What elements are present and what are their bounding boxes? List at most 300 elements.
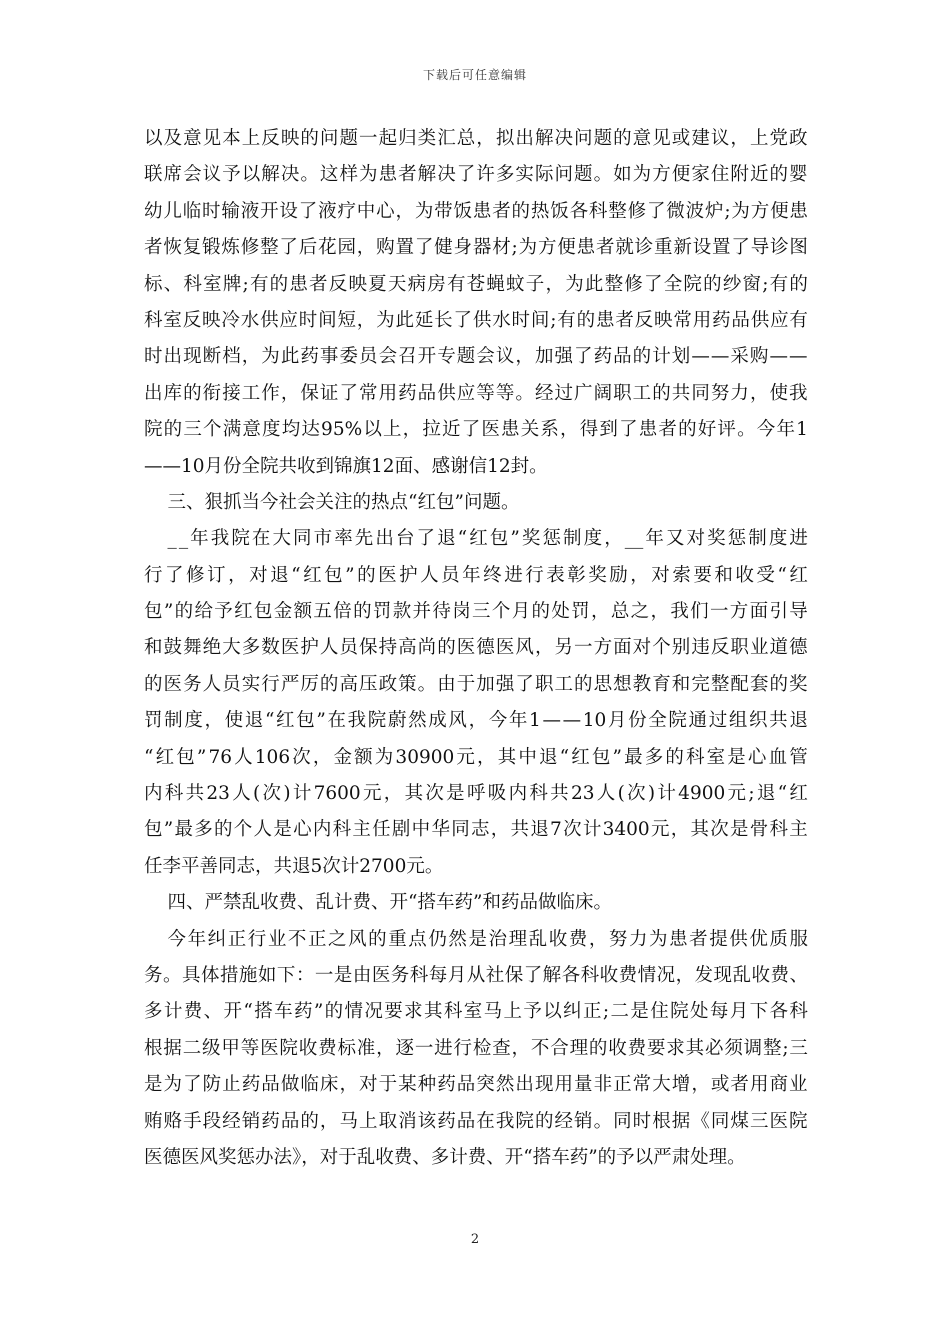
glyph: 多 (495, 164, 515, 186)
glyph: 共 (671, 382, 691, 404)
glyph: 室 (706, 746, 726, 768)
glyph: ， (675, 964, 695, 986)
glyph: 医 (163, 673, 183, 695)
glyph: 器 (472, 237, 492, 259)
glyph: 窗 (742, 273, 762, 295)
glyph: 款 (392, 601, 412, 623)
glyph: 供 (260, 309, 279, 331)
glyph: 然 (408, 710, 427, 732)
glyph: 包 (253, 601, 273, 623)
glyph: 主 (352, 819, 371, 841)
glyph: — (769, 346, 788, 368)
glyph: 席 (163, 164, 183, 186)
glyph: 职 (613, 382, 632, 404)
glyph: 的 (144, 673, 163, 695)
glyph: 我 (789, 382, 808, 404)
glyph: 种 (417, 1074, 437, 1096)
glyph: 图 (789, 237, 808, 259)
glyph: 出 (375, 528, 394, 550)
glyph: 血 (768, 746, 788, 768)
glyph: 要 (384, 1001, 403, 1023)
glyph: 志 (470, 819, 490, 841)
glyph: 质 (769, 928, 788, 950)
glyph: 1 (796, 419, 808, 441)
glyph: 微 (666, 200, 685, 222)
glyph: 大 (222, 637, 241, 659)
glyph: 见 (202, 128, 222, 149)
glyph: ; (782, 1037, 789, 1059)
glyph: 应 (279, 309, 298, 331)
glyph: 罚 (372, 601, 392, 623)
glyph: 台 (395, 528, 415, 550)
glyph: 了 (298, 200, 318, 222)
glyph: 题 (456, 346, 476, 368)
glyph: 的 (163, 419, 183, 441)
glyph: 思 (593, 673, 613, 695)
glyph: 励 (609, 564, 628, 586)
text-line (144, 849, 808, 885)
glyph: 医 (371, 964, 391, 986)
glyph: 蚊 (506, 273, 525, 295)
glyph: ” (196, 746, 207, 768)
glyph: 有 (446, 273, 466, 295)
glyph: 予 (523, 1001, 542, 1023)
glyph: 药 (712, 309, 731, 331)
glyph: 各 (561, 964, 581, 986)
glyph: 。 (593, 164, 613, 186)
glyph: 风 (515, 637, 534, 659)
text-line (144, 740, 808, 776)
glyph: 方 (537, 237, 557, 259)
glyph: 者 (658, 419, 677, 441)
glyph: 中 (518, 746, 537, 768)
glyph: 是 (144, 1074, 163, 1096)
glyph: 行 (261, 673, 280, 695)
glyph: 中 (411, 819, 431, 841)
glyph: 苍 (466, 273, 486, 295)
glyph: 的 (357, 564, 376, 586)
glyph: 风 (348, 928, 367, 950)
glyph: 包 (489, 528, 509, 550)
glyph: 炉 (704, 200, 724, 222)
glyph: 计 (652, 346, 671, 368)
glyph: 强 (554, 346, 573, 368)
glyph: 退 (244, 710, 264, 732)
glyph: 的 (319, 673, 339, 695)
text-line-content: 医德医风奖惩办法》，对于乱收费、多计费、开“搭车药”的予以严肃处理。 (144, 1146, 746, 1168)
glyph: 为 (359, 164, 378, 186)
glyph: 管 (789, 746, 808, 768)
glyph: 解 (261, 164, 280, 186)
glyph: 五 (313, 601, 332, 623)
glyph: 了 (183, 1074, 202, 1096)
glyph: 度 (184, 710, 203, 732)
glyph: 引 (769, 601, 788, 623)
glyph: 彰 (567, 564, 586, 586)
glyph: 又 (665, 528, 685, 550)
glyph: 合 (550, 1037, 569, 1059)
text-line (144, 667, 808, 703)
glyph: 者 (492, 200, 511, 222)
glyph: 开 (260, 200, 279, 222)
glyph: 的 (576, 309, 596, 331)
glyph: 高 (339, 673, 358, 695)
glyph: 为 (731, 200, 750, 222)
glyph: 决 (437, 164, 456, 186)
glyph: 出 (515, 1074, 534, 1096)
glyph: 于 (456, 673, 476, 695)
glyph: 患 (638, 419, 658, 441)
glyph: 点 (408, 928, 427, 950)
glyph: 惩 (727, 528, 747, 550)
glyph: 诊 (634, 237, 654, 259)
glyph: 科 (588, 200, 608, 222)
glyph: 进 (434, 1037, 453, 1059)
glyph: 人 (253, 819, 273, 841)
glyph: 况 (364, 1001, 383, 1023)
glyph: ， (241, 346, 261, 368)
glyph: 这 (319, 164, 339, 186)
text-line-content: 四、严禁乱收费、乱计费、开“搭车药”和药品做临床。 (144, 892, 612, 914)
glyph: 赂 (163, 1110, 183, 1132)
glyph: 诊 (770, 237, 789, 259)
glyph: 元 (362, 783, 382, 805)
glyph: 元 (650, 819, 670, 841)
glyph: 液 (318, 200, 337, 222)
glyph: 对 (359, 1074, 378, 1096)
glyph: ， (319, 1110, 339, 1132)
glyph: 置 (712, 237, 731, 259)
glyph: 许 (476, 164, 495, 186)
glyph: 76 (208, 746, 233, 768)
glyph: 院 (144, 419, 163, 441)
glyph: 在 (327, 710, 346, 732)
glyph: 院 (789, 1110, 808, 1132)
glyph: ; (602, 1001, 610, 1023)
glyph: 某 (398, 1074, 417, 1096)
glyph: 力 (628, 928, 648, 950)
glyph: 个 (203, 419, 222, 441)
glyph: 同 (613, 1110, 632, 1132)
glyph: 然 (495, 1074, 515, 1096)
glyph: 的 (183, 382, 202, 404)
glyph: 段 (202, 1110, 222, 1132)
glyph: 别 (671, 637, 691, 659)
glyph: 为 (632, 164, 652, 186)
glyph: 车 (274, 1001, 293, 1023)
glyph: 30900 (395, 746, 455, 768)
glyph: 计 (582, 819, 602, 841)
glyph: 年 (462, 564, 481, 586)
glyph: 常 (359, 382, 378, 404)
glyph: 拉 (422, 419, 441, 441)
glyph: 用 (692, 309, 712, 331)
glyph: ; (550, 309, 557, 331)
glyph: 医 (481, 419, 500, 441)
glyph: 任 (372, 819, 391, 841)
glyph: 然 (448, 928, 467, 950)
glyph: 反 (710, 637, 730, 659)
glyph: 个 (233, 819, 253, 841)
glyph: 达 (301, 419, 320, 441)
glyph: 通 (688, 710, 708, 732)
glyph: 的 (368, 928, 387, 950)
glyph: ) (647, 783, 656, 805)
text-line (144, 376, 808, 412)
glyph: 终 (483, 564, 502, 586)
text-line (144, 1067, 808, 1103)
glyph: 多 (241, 637, 261, 659)
glyph: 有 (249, 273, 269, 295)
glyph: 对 (632, 637, 652, 659)
glyph: 。 (593, 1110, 613, 1132)
glyph: 索 (672, 564, 691, 586)
glyph: 是 (333, 964, 353, 986)
glyph: 科 (529, 783, 548, 805)
glyph: 药 (437, 1074, 456, 1096)
glyph: 组 (728, 710, 748, 732)
glyph: 的 (269, 273, 289, 295)
glyph: 长 (434, 309, 453, 331)
glyph: 最 (174, 819, 193, 841)
glyph: 的 (613, 128, 632, 149)
glyph: 出 (144, 382, 163, 404)
glyph: ， (691, 1074, 710, 1096)
text-line (144, 922, 808, 958)
glyph: 年 (187, 928, 207, 950)
glyph: 准 (356, 1037, 376, 1059)
glyph: 室 (203, 273, 222, 295)
glyph: 患 (472, 200, 492, 222)
glyph: 收 (751, 964, 771, 986)
glyph: 各 (569, 200, 589, 222)
glyph: 市 (313, 528, 333, 550)
glyph: 该 (417, 1110, 437, 1132)
glyph: 样 (339, 164, 358, 186)
glyph: 教 (632, 673, 652, 695)
glyph: 红 (571, 746, 590, 768)
glyph: 内 (144, 783, 163, 805)
glyph: 收 (599, 964, 619, 986)
glyph: 销 (574, 1110, 593, 1132)
glyph: 是 (273, 819, 292, 841)
glyph: 召 (398, 346, 417, 368)
glyph: 品 (456, 1110, 476, 1132)
glyph: 包 (144, 601, 163, 623)
glyph: 、 (789, 964, 808, 986)
glyph: 住 (650, 1001, 669, 1023)
glyph: 本 (222, 128, 241, 149)
glyph: 奖 (521, 528, 541, 550)
glyph: 带 (434, 200, 453, 222)
glyph: 为 (163, 1074, 183, 1096)
glyph: 纠 (563, 1001, 582, 1023)
glyph: 了 (416, 528, 436, 550)
glyph: 修 (624, 273, 643, 295)
glyph: 骨 (749, 819, 769, 841)
glyph: 内 (312, 819, 332, 841)
glyph: 液 (240, 200, 260, 222)
glyph: 近 (749, 164, 769, 186)
glyph: 剧 (391, 819, 411, 841)
glyph: 院 (670, 1001, 689, 1023)
glyph: 反 (634, 309, 654, 331)
glyph: 一 (709, 601, 729, 623)
glyph: 不 (287, 928, 307, 950)
glyph: 延 (414, 309, 434, 331)
glyph: — (562, 710, 582, 732)
glyph: 院 (683, 273, 702, 295)
glyph: 汇 (437, 128, 456, 149)
glyph: 一 (359, 128, 378, 149)
glyph: 牌 (222, 273, 242, 295)
glyph: 次 (563, 819, 582, 841)
glyph: 院 (367, 710, 387, 732)
glyph: — (710, 346, 730, 368)
glyph: 室 (463, 1001, 483, 1023)
glyph: 衔 (202, 382, 222, 404)
glyph: 者 (144, 237, 163, 259)
glyph: 子 (525, 273, 545, 295)
glyph: 马 (483, 1001, 503, 1023)
glyph: 时 (298, 309, 318, 331)
glyph: 问 (554, 164, 573, 186)
glyph: 患 (289, 273, 308, 295)
text-line (144, 194, 808, 230)
glyph: 意 (183, 128, 202, 149)
glyph: 蔚 (387, 710, 407, 732)
glyph: ” (345, 564, 355, 586)
glyph: 了 (523, 964, 543, 986)
glyph: 经 (534, 382, 554, 404)
glyph: ) (283, 783, 291, 805)
glyph: 临 (300, 1074, 319, 1096)
glyph: 每 (709, 1001, 729, 1023)
glyph: 的 (300, 128, 319, 149)
glyph: 正 (227, 928, 247, 950)
glyph: ， (588, 928, 608, 950)
glyph: 科 (769, 819, 789, 841)
glyph: 红 (234, 601, 253, 623)
glyph: 取 (378, 1110, 398, 1132)
glyph: 从 (466, 964, 486, 986)
glyph: 呼 (466, 783, 486, 805)
glyph: 其 (424, 1001, 443, 1023)
glyph: 饭 (453, 200, 473, 222)
glyph: 建 (691, 128, 710, 149)
glyph: 手 (183, 1110, 202, 1132)
glyph: 水 (240, 309, 260, 331)
glyph: 据 (671, 1110, 691, 1132)
glyph: 了 (731, 237, 750, 259)
text-line (144, 412, 808, 448)
glyph: 是 (730, 819, 749, 841)
glyph: 。 (300, 164, 319, 186)
glyph: 逐 (395, 1037, 414, 1059)
glyph: 根 (652, 1110, 671, 1132)
glyph: 有 (769, 273, 789, 295)
glyph: __ (624, 528, 644, 550)
glyph: 医 (378, 564, 397, 586)
glyph: 为 (565, 273, 584, 295)
glyph: 必 (704, 1037, 724, 1059)
glyph: 制 (164, 710, 183, 732)
glyph: 购 (749, 346, 769, 368)
glyph: 波 (685, 200, 705, 222)
glyph: 划 (671, 346, 691, 368)
glyph: 映 (348, 273, 367, 295)
glyph: 开 (417, 346, 437, 368)
glyph: 务 (144, 964, 163, 986)
glyph: 断 (202, 346, 222, 368)
glyph: 二 (610, 1001, 630, 1023)
glyph: 面 (613, 637, 632, 659)
glyph: 科 (580, 964, 600, 986)
glyph: 问 (319, 128, 339, 149)
glyph: 另 (554, 637, 573, 659)
text-line (144, 812, 808, 848)
glyph: 违 (691, 637, 710, 659)
glyph: 现 (713, 964, 733, 986)
glyph: 数 (261, 637, 280, 659)
page-header: 下载后可任意编辑 (422, 68, 527, 82)
glyph: 贿 (144, 1110, 163, 1132)
glyph: 医 (495, 637, 515, 659)
glyph: 品 (261, 1074, 280, 1096)
glyph: 力 (730, 382, 749, 404)
glyph: 一 (314, 964, 334, 986)
glyph: 金 (273, 601, 293, 623)
glyph: 意 (242, 419, 261, 441)
glyph: 药 (437, 1110, 456, 1132)
glyph: 供 (750, 309, 770, 331)
glyph: 了 (619, 419, 638, 441)
glyph: 次 (292, 746, 311, 768)
glyph: 拟 (495, 128, 515, 149)
glyph: 了 (456, 164, 476, 186)
glyph: 退 (437, 528, 456, 550)
glyph: 决 (554, 128, 573, 149)
glyph: 制 (563, 528, 582, 550)
glyph: 设 (692, 237, 712, 259)
glyph: 政 (789, 128, 808, 149)
glyph: 附 (730, 164, 749, 186)
glyph: ， (730, 128, 749, 149)
glyph: 行 (525, 564, 544, 586)
glyph: 23 (206, 783, 230, 805)
glyph: 德 (789, 637, 808, 659)
glyph: 以 (144, 128, 163, 149)
glyph: 和 (671, 673, 691, 695)
glyph: 待 (432, 601, 451, 623)
glyph: 内 (508, 783, 528, 805)
glyph: 间 (530, 309, 550, 331)
glyph: 量 (574, 1074, 593, 1096)
glyph: 策 (398, 673, 417, 695)
glyph: 23 (570, 783, 595, 805)
glyph: 并 (412, 601, 432, 623)
glyph: 疗 (337, 200, 356, 222)
glyph: 工 (632, 382, 652, 404)
text-line (144, 121, 808, 157)
glyph: 给 (194, 601, 213, 623)
glyph: 收 (608, 1037, 627, 1059)
glyph: 了 (165, 564, 184, 586)
glyph: 106 (254, 746, 291, 768)
glyph: “ (457, 528, 468, 550)
glyph: ; (724, 200, 731, 222)
glyph: 整 (604, 273, 624, 295)
